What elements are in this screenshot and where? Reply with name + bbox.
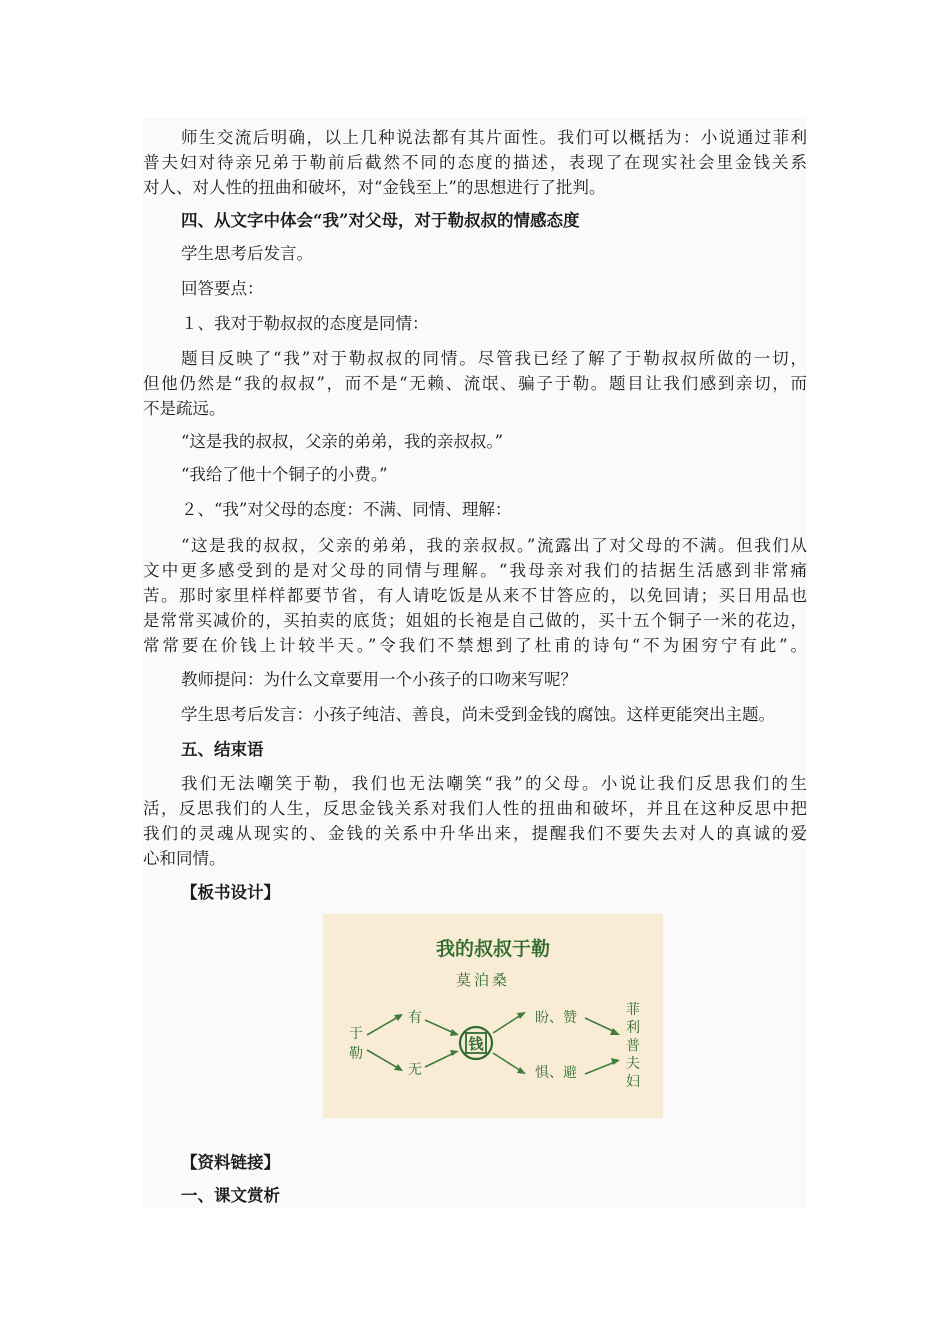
- list-item: １、我对于勒叔叔的态度是同情：: [181, 314, 429, 333]
- arrow-to-lower-right: [493, 1053, 521, 1071]
- board-design-heading: 【板书设计】: [181, 883, 280, 902]
- arrow-to-center: [425, 1053, 454, 1067]
- paragraph-line: 常常要在价钱上计较半天。”令我们不禁想到了杜甫的诗句“不为困穷宁有此”。: [143, 636, 807, 655]
- paragraph-line: 我们的灵魂从现实的、金钱的关系中升华出来，提醒我们不要失去对人的真诚的爱: [143, 824, 807, 843]
- paragraph-line: 回答要点：: [181, 279, 264, 298]
- right-char-1: 菲: [626, 1002, 640, 1018]
- right-char-5: 妇: [626, 1074, 640, 1090]
- upper-word: 有: [408, 1010, 422, 1026]
- arrowhead: [394, 1064, 403, 1071]
- paragraph-line: 活，反思我们的人生，反思金钱关系对我们人性的扭曲和破坏，并且在这种反思中把: [143, 799, 807, 818]
- arrowhead: [517, 1012, 526, 1019]
- right-char-3: 普: [626, 1038, 640, 1054]
- paragraph-line: 题目反映了“我”对于勒叔叔的同情。尽管我已经了解了于勒叔叔所做的一切，: [181, 349, 807, 368]
- right-char-4: 夫: [626, 1056, 640, 1072]
- paragraph-line: “这是我的叔叔，父亲的弟弟，我的亲叔叔。”流露出了对父母的不满。但我们从: [181, 536, 807, 555]
- paragraph-line: 是常常买减价的，买拍卖的底货；姐姐的长袍是自己做的，买十五个铜子一米的花边，: [143, 611, 807, 630]
- left-char-1: 于: [349, 1026, 363, 1042]
- right-char-2: 利: [626, 1020, 640, 1036]
- resource-link-heading: 【资料链接】: [181, 1153, 280, 1172]
- paragraph-line: 不是疏远。: [143, 399, 226, 418]
- center-word: 钱: [468, 1035, 484, 1053]
- paragraph-line: 教师提问：为什么文章要用一个小孩子的口吻来写呢？: [181, 670, 577, 689]
- paragraph-line: 对人、对人性的扭曲和破坏，对“金钱至上”的思想进行了批判。: [143, 178, 606, 197]
- paragraph-line: 文中更多感受到的是对父母的同情与理解。“我母亲对我们的拮据生活感到非常痛: [143, 561, 807, 580]
- section-heading: 一、课文赏析: [181, 1186, 280, 1205]
- paragraph-line: 师生交流后明确，以上几种说法都有其片面性。我们可以概括为：小说通过菲利: [181, 128, 807, 147]
- quote-line: “我给了他十个铜子的小费。”: [181, 465, 388, 484]
- section-heading: 四、从文字中体会“我”对父母，对于勒叔叔的情感态度: [181, 211, 580, 230]
- document-page: [143, 118, 807, 1208]
- arrow-to-upper-right: [493, 1015, 521, 1033]
- paragraph-line: 学生思考后发言：小孩子纯洁、善良，尚未受到金钱的腐蚀。这样更能突出主题。: [181, 705, 775, 724]
- list-item: ２、“我”对父母的态度：不满、同情、理解：: [181, 500, 512, 519]
- arrow-to-right: [585, 1018, 615, 1032]
- arrowhead: [611, 1058, 620, 1065]
- arrowhead: [517, 1067, 526, 1074]
- arrow-to-lower: [367, 1050, 398, 1068]
- arrow-to-upper: [367, 1017, 398, 1035]
- lower-word: 无: [408, 1062, 422, 1078]
- quote-line: “这是我的叔叔，父亲的弟弟，我的亲叔叔。”: [181, 432, 504, 451]
- paragraph-line: 但他仍然是“我的叔叔”，而不是“无赖、流氓、骗子于勒。题目让我们感到亲切，而: [143, 374, 807, 393]
- paragraph-line: 普夫妇对待亲兄弟于勒前后截然不同的态度的描述，表现了在现实社会里金钱关系: [143, 153, 807, 172]
- arrowhead: [610, 1028, 620, 1035]
- upper-right-words: 盼、赞: [535, 1010, 577, 1026]
- paragraph-line: 苦。那时家里样样都要节省，有人请吃饭是从来不甘答应的，以免回请；买日用品也: [143, 586, 807, 605]
- arrowhead: [394, 1014, 403, 1021]
- board-design-diagram: [323, 914, 663, 1118]
- paragraph-line: 学生思考后发言。: [181, 244, 313, 263]
- section-heading: 五、结束语: [181, 740, 264, 759]
- arrow-to-right: [585, 1062, 615, 1074]
- board-title: 我的叔叔于勒: [435, 938, 551, 960]
- paragraph-line: 心和同情。: [143, 849, 226, 868]
- left-char-2: 勒: [349, 1046, 363, 1062]
- lower-right-words: 惧、避: [535, 1065, 577, 1081]
- paragraph-line: 我们无法嘲笑于勒，我们也无法嘲笑“我”的父母。小说让我们反思我们的生: [181, 774, 807, 793]
- arrowhead: [450, 1029, 459, 1036]
- arrow-to-center: [425, 1020, 454, 1033]
- board-author: 莫泊桑: [455, 971, 511, 989]
